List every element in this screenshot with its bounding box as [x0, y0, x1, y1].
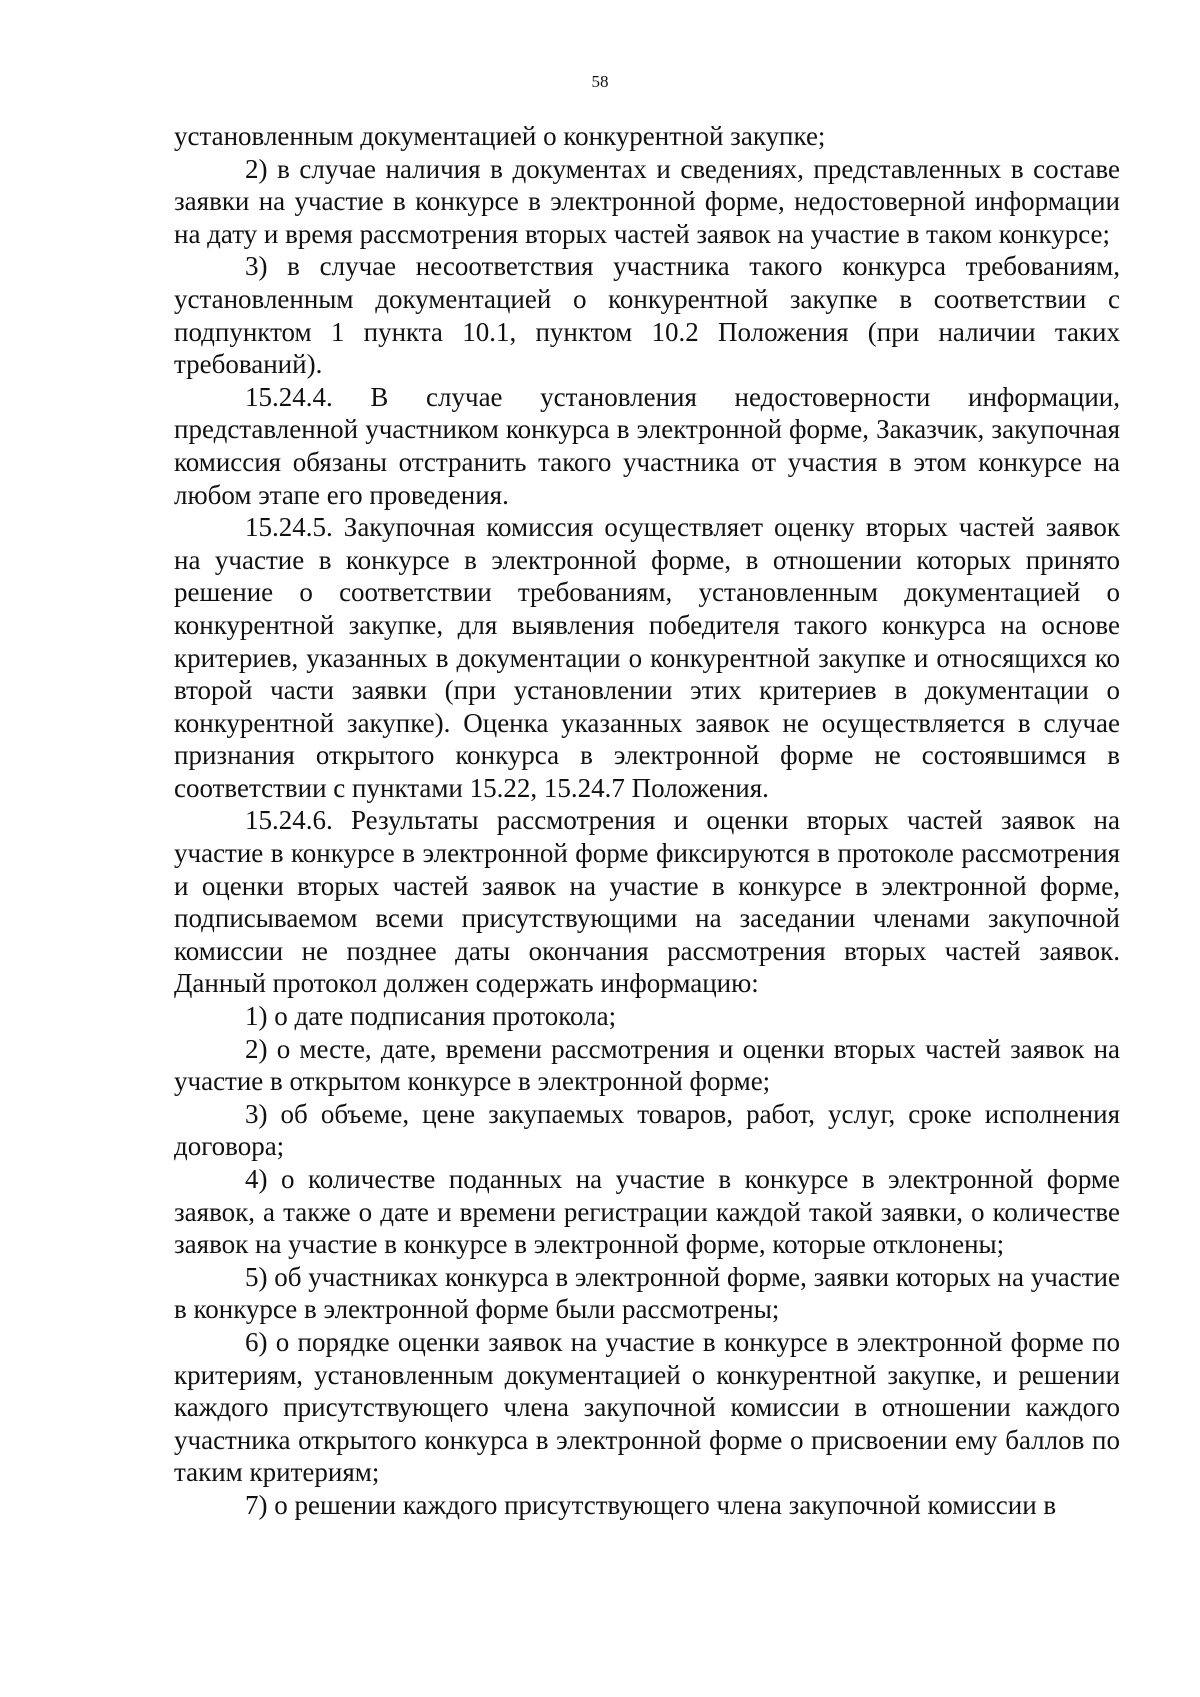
paragraph: 15.24.5. Закупочная комиссия осуществляет оценку вторых частей заявок на участие в конкурсе в электронной форме, в отношении которых принято решение о соответствии требованиям, установленным документацией о конкурентной закупке, для выявления победителя такого конкурса на основе критериев, указанных в документации о конкурентной закупке и относящихся ко второй части заявки (при установлении этих критериев в документации о конкурентной закупке). Оценка указанных заявок не осуществляется в случае признания открытого конкурса в электронной форме не состоявшимся в соответствии с пунктами 15.22, 15.24.7 Положения. — [174, 512, 1120, 803]
paragraph: 6) о порядке оценки заявок на участие в конкурсе в электронной форме по критериям, установленным документацией о конкурентной закупке, и решении каждого присутствующего члена закупочной комиссии в отношении каждого участника открытого конкурса в электронной форме о присвоении ему баллов по таким критериям; — [174, 1326, 1120, 1488]
paragraph: 2) в случае наличия в документах и сведениях, представленных в составе заявки на участие в конкурсе в электронной форме, недостоверной информации на дату и время рассмотрения вторых частей заявок на участие в таком конкурсе; — [174, 153, 1120, 249]
paragraph: 7) о решении каждого присутствующего члена закупочной комиссии в — [245, 1489, 1057, 1520]
page-number: 58 — [591, 72, 609, 91]
paragraph: 3) об объеме, цене закупаемых товаров, работ, услуг, сроке исполнения договора; — [174, 1098, 1120, 1162]
paragraph: 5) об участниках конкурса в электронной форме, заявки которых на участие в конкурсе в электронной форме были рассмотрены; — [174, 1261, 1120, 1325]
paragraph: 15.24.6. Результаты рассмотрения и оценки вторых частей заявок на участие в конкурсе в электронной форме фиксируются в протоколе рассмотрения и оценки вторых частей заявок на участие в конкурсе в электронной форме, подписываемом всеми присутствующими на заседании членами закупочной комиссии не позднее даты окончания рассмотрения вторых частей заявок. Данный протокол должен содержать информацию: — [174, 805, 1120, 999]
paragraph: 3) в случае несоответствия участника такого конкурса требованиям, установленным документацией о конкурентной закупке в соответствии с подпунктом 1 пункта 10.1, пунктом 10.2 Положения (при наличии таких требований). — [174, 251, 1120, 380]
paragraph: 1) о дате подписания протокола; — [245, 1001, 617, 1032]
paragraph: 4) о количестве поданных на участие в конкурсе в электронной форме заявок, а также о дате и времени регистрации каждой такой заявки, о количестве заявок на участие в конкурсе в электронной форме, которые отклонены; — [174, 1164, 1120, 1260]
paragraph: 15.24.4. В случае установления недостоверности информации, представленной участником конкурса в электронной форме, Заказчик, закупочная комиссия обязаны отстранить такого участника от участия в этом конкурсе на любом этапе его проведения. — [174, 381, 1120, 510]
paragraph: 2) о месте, дате, времени рассмотрения и оценки вторых частей заявок на участие в открытом конкурсе в электронной форме; — [174, 1033, 1120, 1097]
document-body — [174, 120, 1120, 1522]
paragraph: установленным документацией о конкурентной закупке; — [174, 121, 826, 151]
